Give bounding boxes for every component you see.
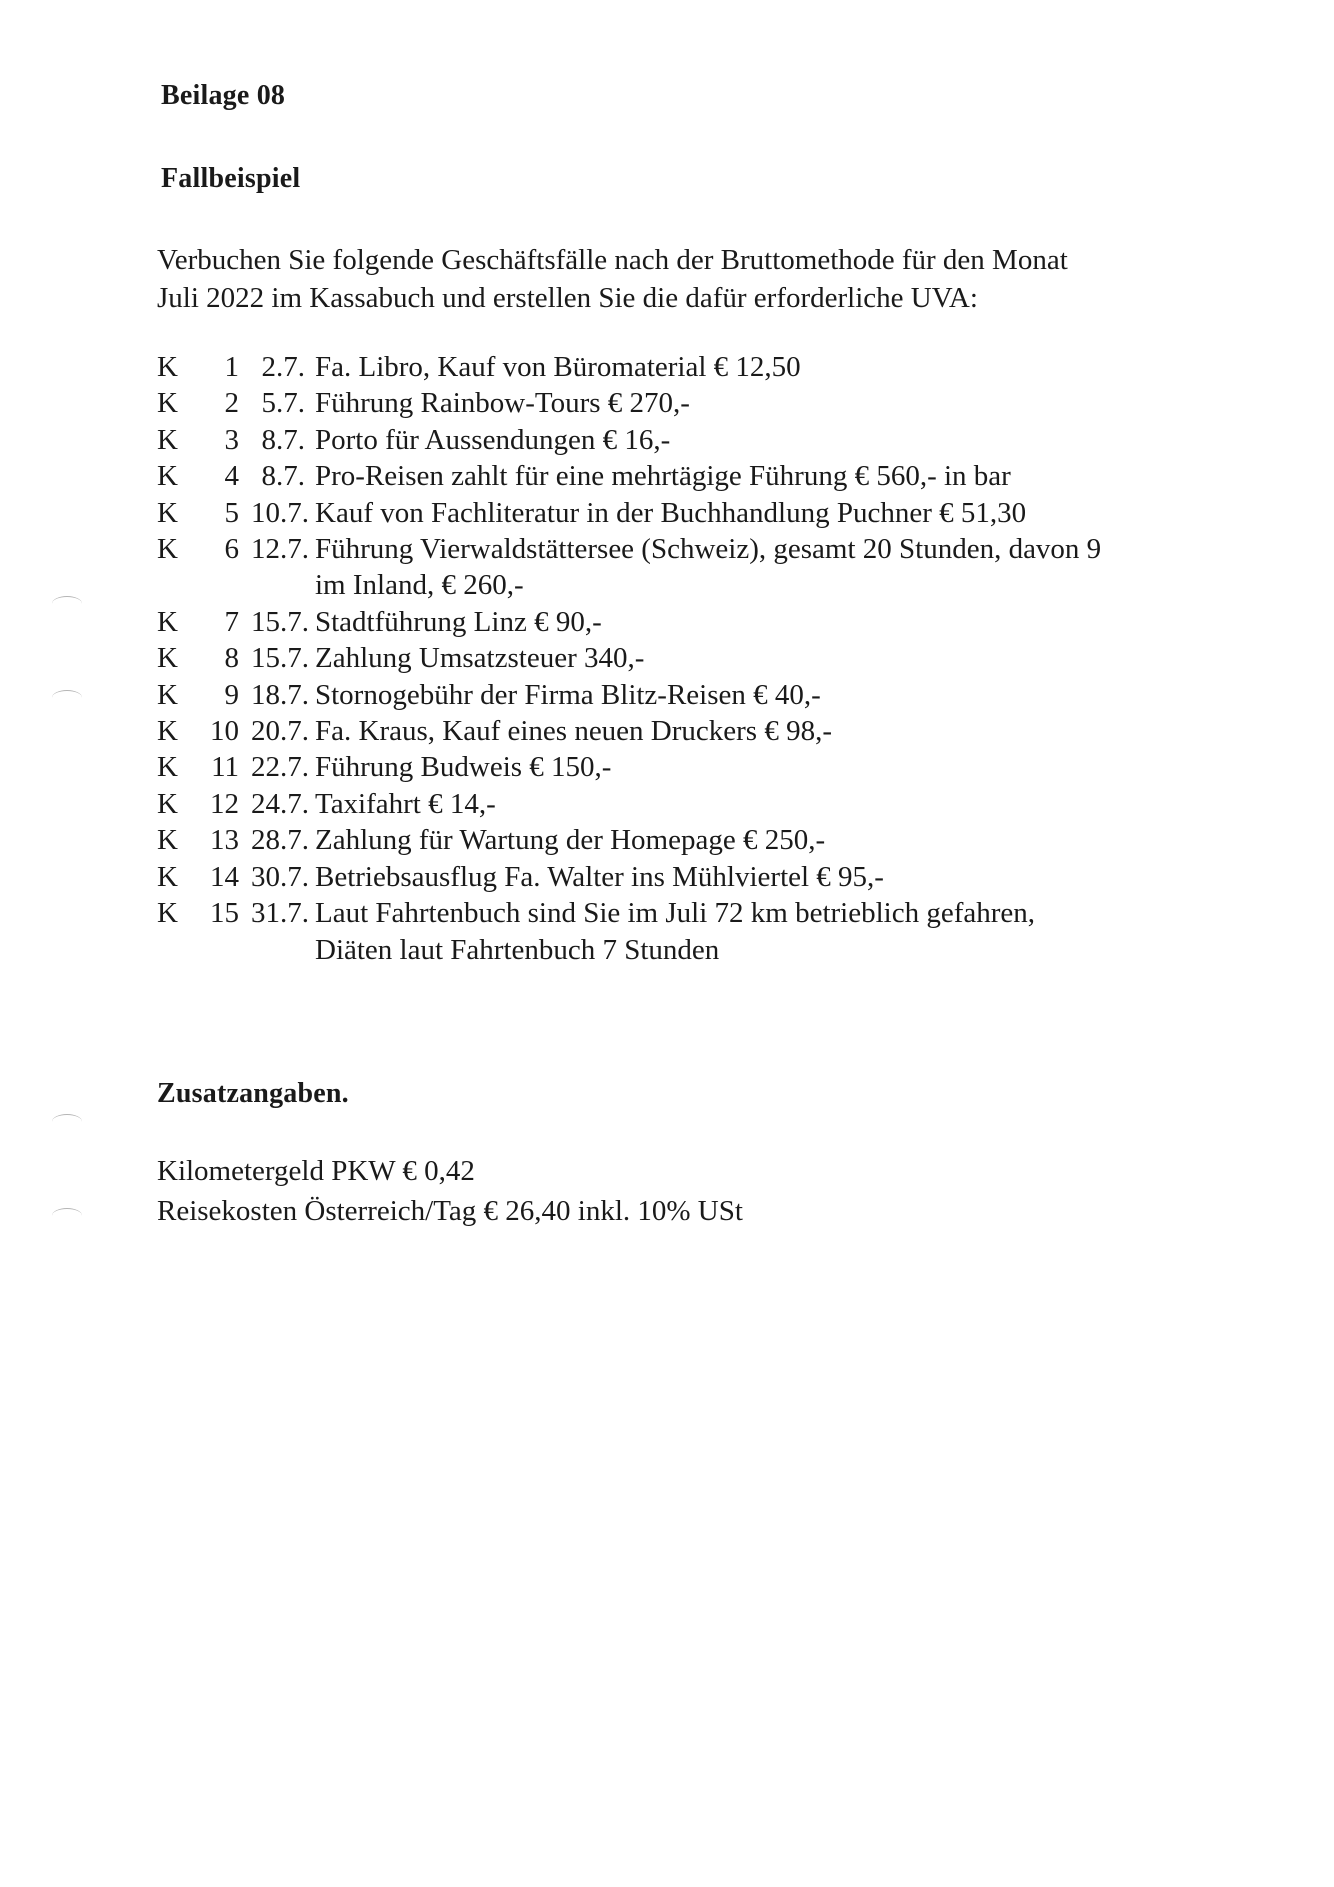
entry-number: 4 — [224, 460, 239, 493]
attachment-label: Beilage 08 — [161, 80, 286, 111]
entry-description-line: Führung Rainbow-Tours € 270,- — [315, 387, 690, 420]
entry-number: 5 — [224, 496, 239, 529]
entry-description-line: im Inland, € 260,- — [315, 569, 524, 602]
transaction-row — [157, 895, 1217, 968]
entry-description — [315, 895, 1217, 968]
entry-description-line: Laut Fahrtenbuch sind Sie im Juli 72 km betrieblich gefahren, — [315, 897, 1036, 930]
entry-description — [315, 385, 1217, 421]
entry-description — [315, 859, 1217, 895]
entry-description-line: Zahlung Umsatzsteuer 340,- — [315, 642, 645, 675]
entry-description — [315, 458, 1217, 494]
entry-description-line: Führung Budweis € 150,- — [315, 751, 612, 784]
entry-prefix: K — [157, 715, 178, 748]
entry-date: 10.7. — [251, 496, 309, 529]
entry-number: 9 — [224, 678, 239, 711]
entry-date: 5.7. — [261, 387, 305, 420]
entry-description — [315, 349, 1217, 385]
entry-number: 2 — [224, 387, 239, 420]
transaction-row — [157, 422, 1217, 458]
entry-prefix: K — [157, 496, 178, 529]
transaction-list — [157, 349, 1217, 968]
entry-date: 30.7. — [251, 860, 309, 893]
entry-description-line: Fa. Libro, Kauf von Büromaterial € 12,50 — [315, 351, 801, 383]
entry-number: 10 — [210, 715, 239, 748]
entry-number: 12 — [210, 787, 239, 820]
entry-prefix: K — [157, 423, 178, 456]
entry-date: 28.7. — [251, 824, 309, 857]
case-study-title: Fallbeispiel — [161, 163, 301, 194]
entry-description — [315, 495, 1217, 531]
entry-description — [315, 640, 1217, 676]
entry-date: 15.7. — [251, 642, 309, 675]
entry-description-line: Stornogebühr der Firma Blitz-Reisen € 40,- — [315, 678, 821, 711]
entry-number: 14 — [210, 860, 239, 893]
entry-prefix: K — [157, 460, 178, 493]
entry-description — [315, 822, 1217, 858]
entry-prefix: K — [157, 751, 178, 784]
entry-description-line: Fa. Kraus, Kauf eines neuen Druckers € 98,- — [315, 715, 833, 748]
entry-description-line: Porto für Aussendungen € 16,- — [315, 423, 671, 456]
entry-date: 8.7. — [261, 423, 305, 456]
transaction-row — [157, 495, 1217, 531]
entry-description-line: Pro-Reisen zahlt für eine mehrtägige Führung € 560,- in bar — [315, 460, 1011, 493]
entry-date: 31.7. — [251, 897, 309, 930]
entry-number: 15 — [210, 897, 239, 930]
punch-hole-mark — [52, 690, 82, 705]
entry-description — [315, 531, 1217, 604]
entry-description — [315, 604, 1217, 640]
entry-description-line: Betriebsausflug Fa. Walter ins Mühlviertel € 95,- — [315, 860, 884, 893]
transaction-row — [157, 604, 1217, 640]
transaction-row — [157, 640, 1217, 676]
entry-description — [315, 786, 1217, 822]
entry-description — [315, 749, 1217, 785]
entry-number: 3 — [224, 423, 239, 456]
transaction-row — [157, 349, 1217, 385]
transaction-row — [157, 385, 1217, 421]
entry-description-line: Taxifahrt € 14,- — [315, 787, 496, 820]
entry-number: 8 — [224, 642, 239, 675]
additional-info-item: Kilometergeld PKW € 0,42 — [157, 1155, 475, 1187]
task-instructions — [157, 241, 1197, 317]
entry-date: 18.7. — [251, 678, 309, 711]
entry-prefix: K — [157, 351, 178, 383]
entry-date: 8.7. — [261, 460, 305, 493]
entry-date: 2.7. — [261, 351, 305, 383]
entry-description-line: Kauf von Fachliteratur in der Buchhandlung Puchner € 51,30 — [315, 496, 1027, 529]
entry-number: 11 — [211, 751, 239, 784]
entry-prefix: K — [157, 533, 178, 566]
entry-number: 1 — [224, 351, 239, 383]
entry-description — [315, 422, 1217, 458]
entry-date: 15.7. — [251, 605, 309, 638]
entry-number: 7 — [224, 605, 239, 638]
entry-prefix: K — [157, 897, 178, 930]
entry-prefix: K — [157, 860, 178, 893]
transaction-row — [157, 822, 1217, 858]
entry-prefix: K — [157, 787, 178, 820]
additional-info-item: Reisekosten Österreich/Tag € 26,40 inkl. 10% USt — [157, 1195, 743, 1227]
punch-hole-mark — [52, 596, 82, 611]
entry-description — [315, 713, 1217, 749]
transaction-row — [157, 677, 1217, 713]
entry-number: 6 — [224, 533, 239, 566]
transaction-row — [157, 749, 1217, 785]
transaction-row — [157, 713, 1217, 749]
entry-prefix: K — [157, 824, 178, 857]
entry-number: 13 — [210, 824, 239, 857]
punch-hole-mark — [52, 1114, 82, 1129]
entry-date: 24.7. — [251, 787, 309, 820]
entry-description-line: Stadtführung Linz € 90,- — [315, 605, 602, 638]
entry-date: 20.7. — [251, 715, 309, 748]
transaction-row — [157, 458, 1217, 494]
entry-prefix: K — [157, 387, 178, 420]
entry-description — [315, 677, 1217, 713]
punch-hole-mark — [52, 1208, 82, 1223]
entry-date: 12.7. — [251, 533, 309, 566]
transaction-row — [157, 786, 1217, 822]
instruction-line: Verbuchen Sie folgende Geschäftsfälle nach der Bruttomethode für den Monat — [157, 244, 1068, 276]
entry-description-line: Zahlung für Wartung der Homepage € 250,- — [315, 824, 826, 857]
entry-date: 22.7. — [251, 751, 309, 784]
instruction-line: Juli 2022 im Kassabuch und erstellen Sie die dafür erforderliche UVA: — [157, 282, 978, 314]
transaction-row — [157, 531, 1217, 604]
entry-prefix: K — [157, 678, 178, 711]
additional-info-list — [157, 1151, 743, 1231]
entry-prefix: K — [157, 605, 178, 638]
entry-prefix: K — [157, 642, 178, 675]
additional-info-title: Zusatzangaben. — [157, 1078, 349, 1109]
transaction-row — [157, 859, 1217, 895]
entry-description-line: Führung Vierwaldstättersee (Schweiz), gesamt 20 Stunden, davon 9 — [315, 533, 1102, 566]
entry-description-line: Diäten laut Fahrtenbuch 7 Stunden — [315, 933, 720, 966]
